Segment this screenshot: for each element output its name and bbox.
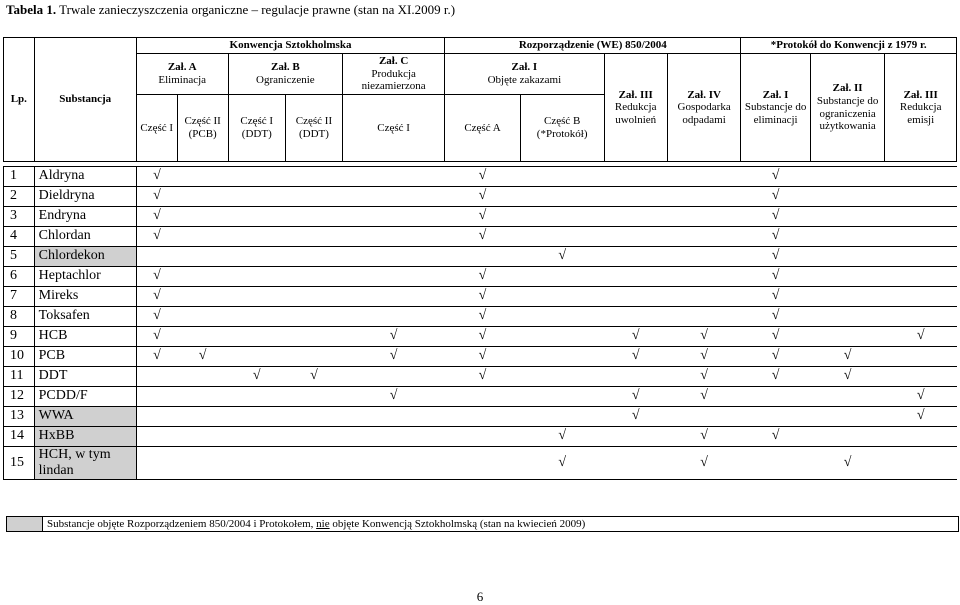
check-cell [604,267,667,287]
check-cell [228,447,285,480]
row-number: 5 [4,247,35,267]
check-cell [228,427,285,447]
legend-text-after: objęte Konwencją Sztokholmską (stan na kwiecień 2009) [329,518,586,530]
check-cell [343,167,445,187]
row-number: 12 [4,387,35,407]
check-cell [177,227,228,247]
check-cell [228,407,285,427]
reg-zal-i-sub: Objęte zakazami [487,74,562,86]
table-row [4,167,957,187]
table-row [4,447,957,480]
zal-a-sub: Eliminacja [158,74,207,86]
lp-header: Lp. [4,38,35,162]
table-row [4,427,957,447]
check-cell: √ [741,247,810,267]
prot-zal-iii-title: Zał. III [903,88,938,101]
check-cell [285,207,342,227]
check-cell [177,187,228,207]
check-cell: √ [445,287,521,307]
table-caption [6,2,455,18]
check-cell: √ [741,207,810,227]
substance-name: Chlordan [34,227,136,247]
check-cell [343,407,445,427]
check-cell [810,227,885,247]
check-cell: √ [136,307,177,327]
check-cell: √ [885,327,957,347]
check-cell [343,367,445,387]
check-cell [810,167,885,187]
check-cell [520,167,604,187]
check-cell [177,167,228,187]
check-cell [285,407,342,427]
check-cell [604,227,667,247]
check-cell [177,247,228,267]
check-cell [604,187,667,207]
zal-b-title: Zał. B [270,61,300,74]
reg-zal-i-title: Zał. I [511,61,538,74]
prot-zal-i-sub: Substancje do eliminacji [744,101,807,126]
check-cell [285,227,342,247]
check-cell: √ [177,347,228,367]
check-cell [604,287,667,307]
check-cell [520,307,604,327]
check-cell: √ [741,167,810,187]
prot-zal-ii-header [810,54,885,162]
check-cell [228,167,285,187]
check-cell [177,447,228,480]
check-cell [667,307,741,327]
check-cell: √ [136,227,177,247]
table-row [4,207,957,227]
check-cell [810,427,885,447]
row-number: 15 [4,447,35,480]
check-cell: √ [520,447,604,480]
prot-zal-ii-title: Zał. II [832,82,863,95]
check-cell [520,187,604,207]
check-cell [343,247,445,267]
table-row [4,187,957,207]
substance-name: WWA [34,407,136,427]
check-cell [228,287,285,307]
check-cell [177,367,228,387]
check-cell: √ [741,187,810,207]
substance-header: Substancja [34,38,136,162]
row-number: 8 [4,307,35,327]
reg-part-b: Część B (*Protokół) [520,95,604,162]
check-cell [520,367,604,387]
substance-name: Heptachlor [34,267,136,287]
table-row [4,247,957,267]
check-cell [667,407,741,427]
check-cell: √ [741,367,810,387]
check-cell: √ [810,367,885,387]
caption-text: Trwale zanieczyszczenia organiczne – regulacje prawne (stan na XI.2009 r.) [59,2,456,17]
check-cell [885,227,957,247]
reg-zal-iv-title: Zał. IV [687,88,721,101]
check-cell [136,387,177,407]
check-cell [285,387,342,407]
check-cell [228,267,285,287]
zal-a-header [136,54,228,95]
check-cell: √ [136,287,177,307]
check-cell: √ [228,367,285,387]
check-cell: √ [741,427,810,447]
check-cell [445,247,521,267]
check-cell [445,387,521,407]
check-cell [810,307,885,327]
zal-b-sub: Ograniczenie [256,74,315,86]
check-cell [285,267,342,287]
check-cell: √ [604,327,667,347]
row-number: 14 [4,427,35,447]
reg-zal-iv-header [667,54,741,162]
check-cell [520,207,604,227]
check-cell [285,427,342,447]
check-cell [343,267,445,287]
check-cell [177,407,228,427]
check-cell [885,247,957,267]
check-cell [810,187,885,207]
check-cell: √ [520,427,604,447]
check-cell [810,287,885,307]
check-cell: √ [885,387,957,407]
check-cell [520,327,604,347]
row-number: 6 [4,267,35,287]
check-cell [136,427,177,447]
row-number: 2 [4,187,35,207]
zal-c-title: Zał. C [378,55,409,68]
prot-zal-iii-header [885,54,957,162]
check-cell [343,287,445,307]
row-number: 10 [4,347,35,367]
check-cell [136,367,177,387]
check-cell: √ [667,327,741,347]
zal-c-header [343,54,445,95]
table-row [4,327,957,347]
check-cell [285,347,342,367]
check-cell [177,207,228,227]
check-cell [885,307,957,327]
check-cell: √ [285,367,342,387]
check-cell [177,287,228,307]
check-cell: √ [445,327,521,347]
check-cell: √ [741,287,810,307]
check-cell [228,187,285,207]
check-cell [177,327,228,347]
check-cell [810,247,885,267]
substance-name: PCDD/F [34,387,136,407]
check-cell [285,447,342,480]
check-cell [285,167,342,187]
substance-name: Endryna [34,207,136,227]
check-cell [885,187,957,207]
check-cell: √ [445,207,521,227]
check-cell: √ [604,387,667,407]
check-cell: √ [136,167,177,187]
check-cell: √ [667,367,741,387]
stockholm-group-header: Konwencja Sztokholmska [136,38,444,54]
row-number: 4 [4,227,35,247]
check-cell [604,367,667,387]
table-row [4,367,957,387]
zal-a-title: Zał. A [167,61,197,74]
check-cell [604,307,667,327]
check-cell [667,287,741,307]
check-cell: √ [136,207,177,227]
check-cell: √ [810,347,885,367]
check-cell: √ [445,307,521,327]
check-cell [810,387,885,407]
check-cell [343,227,445,247]
check-cell: √ [741,227,810,247]
check-cell [445,407,521,427]
check-cell [741,407,810,427]
check-cell [177,387,228,407]
check-cell [343,447,445,480]
check-cell: √ [445,187,521,207]
check-cell: √ [741,307,810,327]
protocol-group-header: *Protokół do Konwencji z 1979 r. [741,38,957,54]
check-cell [520,407,604,427]
check-cell [520,227,604,247]
reg-zal-iii-header [604,54,667,162]
legend-text [43,518,585,530]
check-cell: √ [667,447,741,480]
check-cell [136,247,177,267]
table-row [4,287,957,307]
check-cell [741,447,810,480]
substance-name: DDT [34,367,136,387]
check-cell [667,267,741,287]
check-cell [604,207,667,227]
check-cell [285,327,342,347]
row-number: 9 [4,327,35,347]
check-cell [667,187,741,207]
regulation-group-header: Rozporządzenie (WE) 850/2004 [445,38,741,54]
check-cell [228,327,285,347]
check-cell [885,367,957,387]
check-cell: √ [343,347,445,367]
substance-name: PCB [34,347,136,367]
check-cell: √ [343,387,445,407]
check-cell [285,287,342,307]
check-cell: √ [667,347,741,367]
check-cell [520,287,604,307]
check-cell [885,267,957,287]
table-row [4,267,957,287]
table-row [4,347,957,367]
check-cell: √ [445,167,521,187]
zal-c-part-1: Część I [343,95,445,162]
row-number: 1 [4,167,35,187]
check-cell [445,427,521,447]
check-cell: √ [667,387,741,407]
table-row [4,227,957,247]
poly-table [3,37,957,480]
legend [6,516,959,532]
check-cell [445,447,521,480]
check-cell: √ [445,347,521,367]
check-cell: √ [604,407,667,427]
check-cell: √ [885,407,957,427]
check-cell: √ [445,227,521,247]
substance-name: Dieldryna [34,187,136,207]
check-cell [604,427,667,447]
check-cell: √ [741,267,810,287]
check-cell [228,207,285,227]
prot-zal-i-title: Zał. I [762,88,789,101]
substance-name: Aldryna [34,167,136,187]
reg-zal-iii-title: Zał. III [618,88,653,101]
check-cell [604,447,667,480]
check-cell: √ [445,267,521,287]
zal-a-part-1: Część I [136,95,177,162]
check-cell [228,387,285,407]
reg-zal-iv-sub: Gospodarka odpadami [677,101,731,126]
check-cell: √ [810,447,885,480]
substance-name: Toksafen [34,307,136,327]
row-number: 11 [4,367,35,387]
check-cell [228,347,285,367]
substance-name: HCH, w tym lindan [34,447,136,480]
check-cell [520,267,604,287]
prot-zal-iii-sub: Redukcja emisji [899,101,942,126]
check-cell [885,287,957,307]
check-cell [667,167,741,187]
row-number: 3 [4,207,35,227]
check-cell [136,407,177,427]
check-cell [285,307,342,327]
substance-name: HCB [34,327,136,347]
check-cell: √ [445,367,521,387]
row-number: 13 [4,407,35,427]
page-number: 6 [476,589,484,604]
check-cell: √ [667,427,741,447]
table-row [4,407,957,427]
check-cell [810,407,885,427]
check-cell [520,347,604,367]
check-cell: √ [604,347,667,367]
zal-b-header [228,54,342,95]
legend-text-before: Substancje objęte Rozporządzeniem 850/2004 i Protokołem, [47,518,317,530]
check-cell [885,347,957,367]
check-cell [520,387,604,407]
substance-name: Mireks [34,287,136,307]
check-cell [604,247,667,267]
zal-a-part-2: Część II (PCB) [177,95,228,162]
caption-prefix: Tabela 1. [6,2,57,17]
legend-text-underlined: nie [316,518,330,530]
check-cell: √ [136,267,177,287]
check-cell: √ [741,327,810,347]
check-cell: √ [741,347,810,367]
check-cell [177,307,228,327]
check-cell [810,207,885,227]
reg-zal-iii-sub: Redukcja uwolnień [614,101,657,126]
check-cell [885,207,957,227]
check-cell [177,267,228,287]
check-cell [343,187,445,207]
check-cell [885,167,957,187]
row-number: 7 [4,287,35,307]
check-cell [604,167,667,187]
check-cell [343,427,445,447]
check-cell: √ [343,327,445,347]
substance-name: HxBB [34,427,136,447]
check-cell [741,387,810,407]
check-cell [285,187,342,207]
zal-b-part-2: Część II (DDT) [285,95,342,162]
check-cell [667,207,741,227]
check-cell [667,247,741,267]
zal-c-sub: Produkcja niezamierzona [361,67,426,93]
reg-zal-i-header [445,54,604,95]
prot-zal-i-header [741,54,810,162]
check-cell: √ [136,187,177,207]
check-cell: √ [136,327,177,347]
check-cell: √ [136,347,177,367]
check-cell [343,307,445,327]
check-cell [343,207,445,227]
table-row [4,387,957,407]
check-cell [228,307,285,327]
check-cell [667,227,741,247]
substance-name: Chlordekon [34,247,136,267]
check-cell: √ [520,247,604,267]
reg-part-a: Część A [445,95,521,162]
check-cell [228,247,285,267]
check-cell [885,447,957,480]
zal-b-part-1: Część I (DDT) [228,95,285,162]
gray-swatch [7,517,43,531]
check-cell [177,427,228,447]
check-cell [810,327,885,347]
prot-zal-ii-sub: Substancje do ograniczenia użytkowania [816,94,879,133]
check-cell [285,247,342,267]
check-cell [810,267,885,287]
check-cell [885,427,957,447]
check-cell [136,447,177,480]
table-row [4,307,957,327]
check-cell [228,227,285,247]
